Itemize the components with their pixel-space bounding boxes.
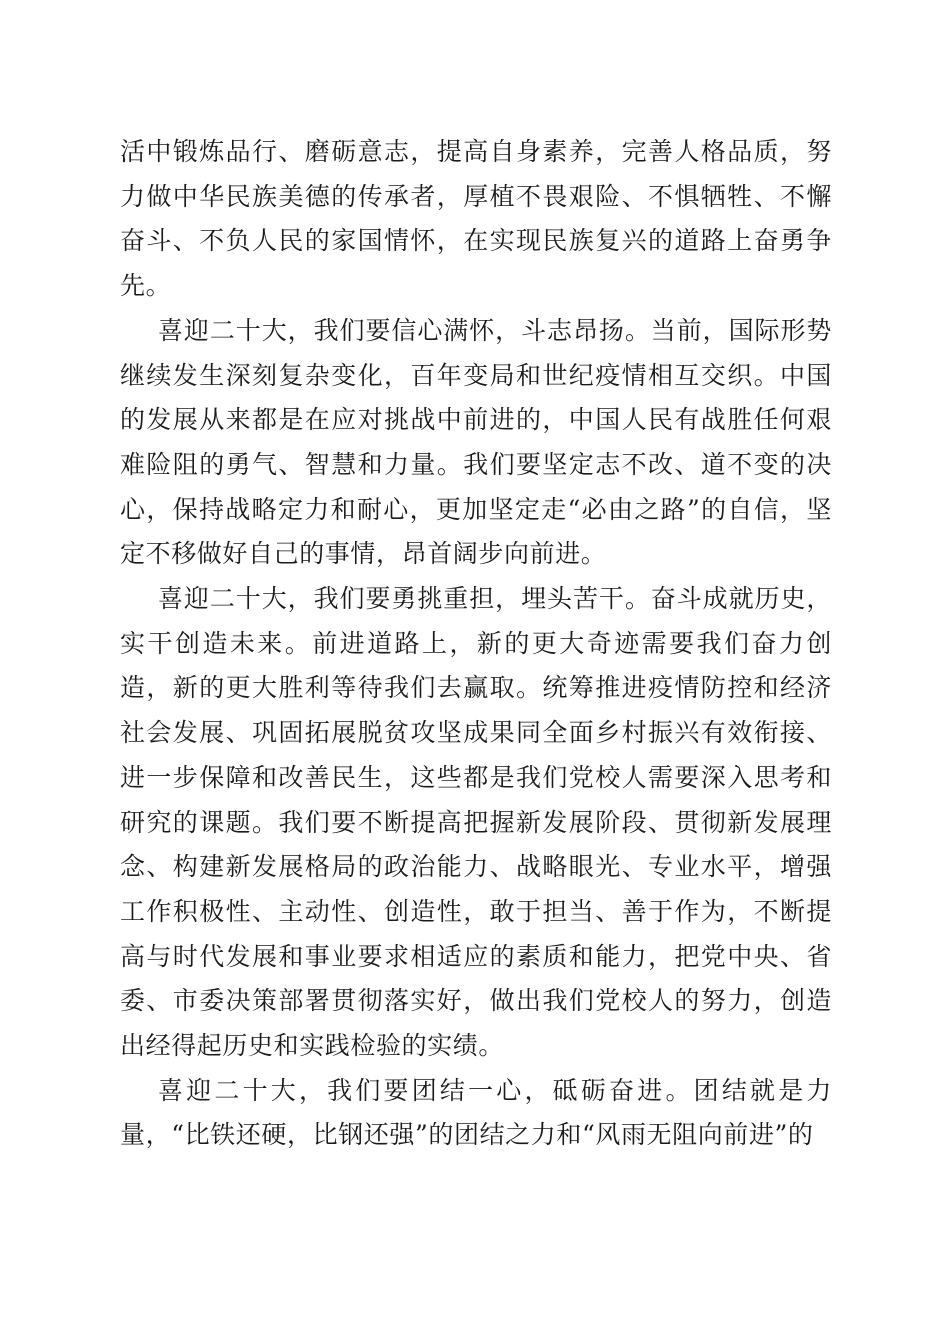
paragraph-responsibility: 喜迎二十大，我们要勇挑重担，埋头苦干。奋斗成就历史，实干创造未来。前进道路上，新的更大奇迹需要我们奋力创造，新的更大胜利等待我们去赢取。统筹推进疫情防控和经济社会发展、巩固拓展脱贫攻坚成果同全面乡村振兴有效衔接、进一步保障和改善民生，这些都是我们党校人需要深入思考和研究的课题。我们要不断提高把握新发展阶段、贯彻新发展理念、构建新发展格局的政治能力、战略眼光、专业水平，增强工作积极性、主动性、创造性，敢于担当、善于作为，不断提高与时代发展和事业要求相适应的素质和能力，把党中央、省委、市委决策部署贯彻落实好，做出我们党校人的努力，创造出经得起历史和实践检验的实绩。	[120, 584, 832, 1061]
document-body	[120, 130, 832, 1158]
paragraph-unity: 喜迎二十大，我们要团结一心，砥砺奋进。团结就是力量，“比铁还硬，比钢还强”的团结之力和“风雨无阻向前进”的	[120, 1075, 832, 1150]
paragraph-confidence: 喜迎二十大，我们要信心满怀，斗志昂扬。当前，国际形势继续发生深刻复杂变化，百年变局和世纪疫情相互交织。中国的发展从来都是在应对挑战中前进的，中国人民有战胜任何艰难险阻的勇气、智慧和力量。我们要坚定志不改、道不变的决心，保持战略定力和耐心，更加坚定走“必由之路”的自信，坚定不移做好自己的事情，昂首阔步向前进。	[120, 315, 832, 569]
paragraph-continuation: 活中锻炼品行、磨砺意志，提高自身素养，完善人格品质，努力做中华民族美德的传承者，厚植不畏艰险、不惧牺牲、不懈奋斗、不负人民的家国情怀，在实现民族复兴的道路上奋勇争先。	[120, 137, 832, 301]
